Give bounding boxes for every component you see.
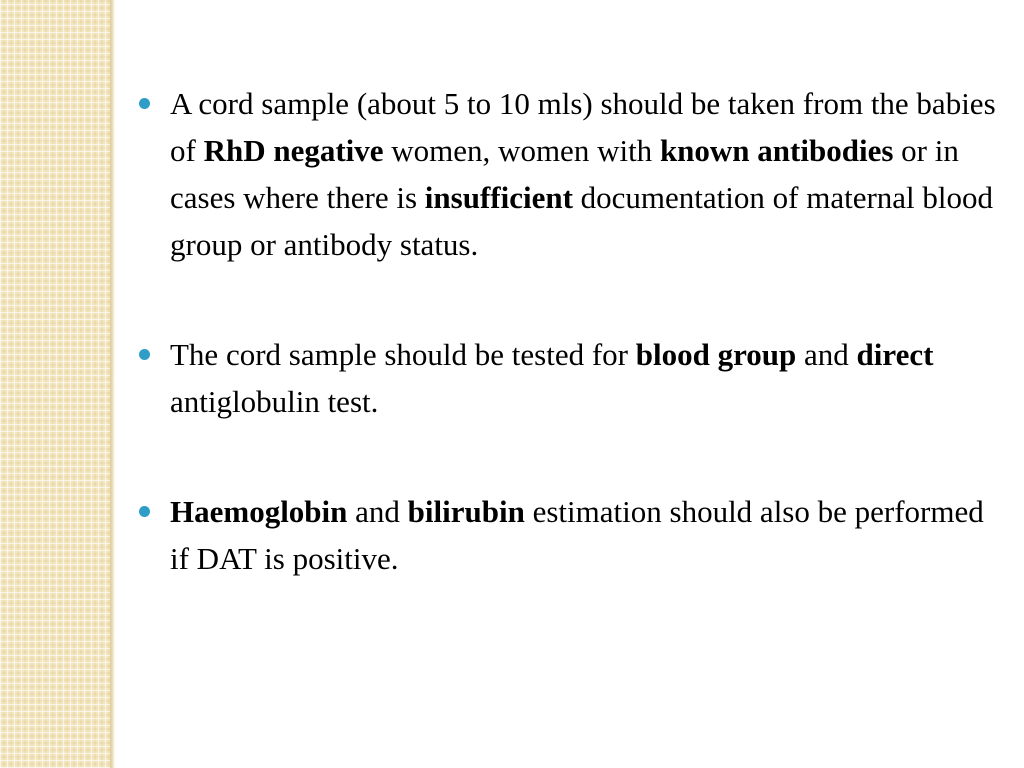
text-segment: or in cases where there is: [170, 133, 959, 215]
text-segment: and: [347, 494, 408, 529]
bold-term-haemoglobin: Haemoglobin: [170, 494, 348, 529]
text-segment: and: [796, 337, 857, 372]
bold-term-known-antibodies: known antibodies: [659, 133, 894, 168]
decorative-side-strip: [0, 0, 110, 768]
text-segment: estimation should also be performed if DAT is positive.: [170, 494, 984, 576]
bold-term-insufficient: insufficient: [424, 180, 573, 215]
text-segment: women, women with: [383, 133, 660, 168]
bullet-list: [138, 80, 1008, 582]
text-segment: documentation of maternal blood group or antibody status.: [170, 180, 994, 262]
bullet-text: [170, 86, 996, 262]
text-segment: The cord sample should be tested for: [170, 337, 636, 372]
bold-term-direct: direct: [856, 337, 934, 372]
side-strip-shadow: [110, 0, 115, 768]
bold-term-rhd-negative: RhD negative: [203, 133, 384, 168]
bullet-item-haemoglobin: [138, 488, 1008, 582]
round-bullet-icon: [139, 506, 150, 517]
bold-term-blood-group: blood group: [635, 337, 797, 372]
bullet-text: [170, 494, 984, 576]
bullet-item-cord-sample: [138, 80, 1008, 268]
round-bullet-icon: [139, 98, 150, 109]
bullet-text: [170, 337, 933, 419]
bold-term-bilirubin: bilirubin: [407, 494, 525, 529]
text-segment: A cord sample (about 5 to 10 mls) should be taken from the babies of: [170, 86, 996, 168]
round-bullet-icon: [139, 349, 150, 360]
bullet-item-cord-testing: [138, 331, 1008, 425]
text-segment: antiglobulin test.: [170, 384, 379, 419]
